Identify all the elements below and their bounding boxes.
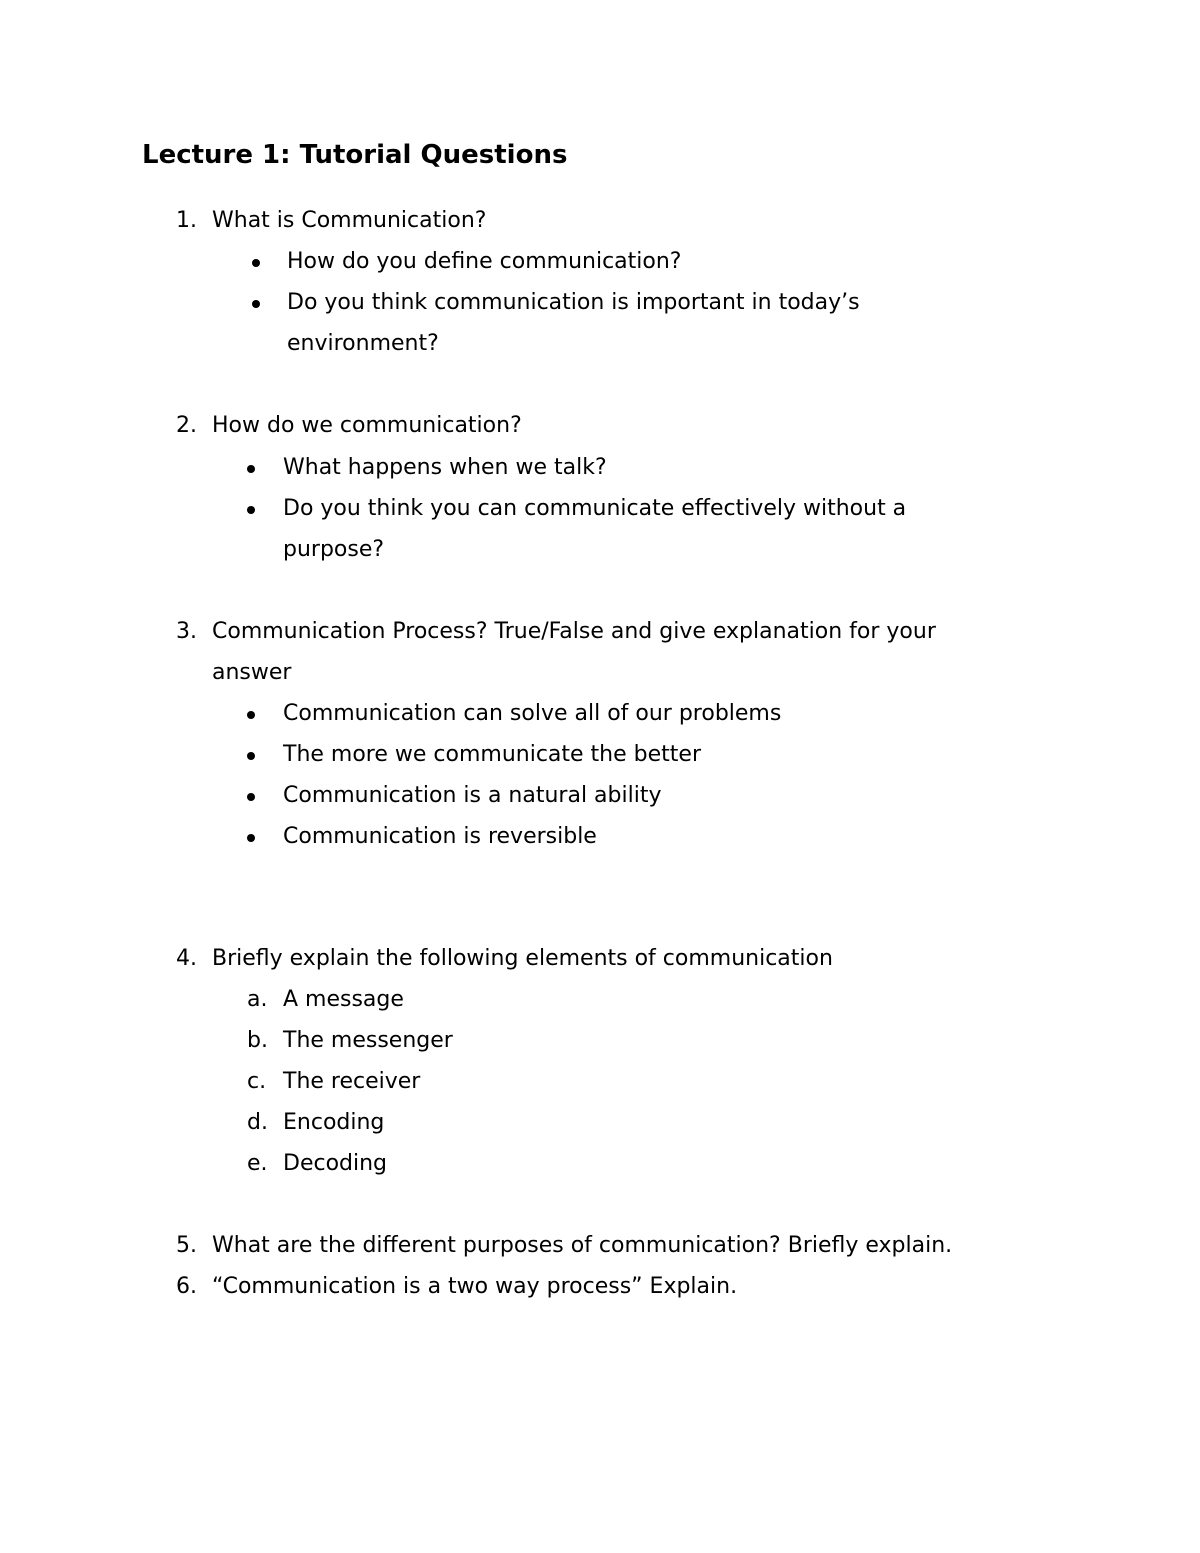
question-number: 5. [176, 1233, 197, 1258]
bullet-icon [247, 711, 255, 719]
question-number: 3. [176, 619, 197, 644]
item-letter: a. [247, 987, 268, 1012]
bullet-icon [247, 506, 255, 514]
bullet-text: Communication can solve all of our problems [283, 701, 782, 726]
bullet-text: environment? [287, 331, 439, 356]
question-text: Briefly explain the following elements of communication [212, 946, 833, 971]
question-number: 2. [176, 413, 197, 438]
item-text: The receiver [283, 1069, 421, 1094]
question-text: What is Communication? [212, 208, 487, 233]
bullet-text: purpose? [283, 537, 385, 562]
item-letter: b. [247, 1028, 268, 1053]
bullet-icon [252, 300, 260, 308]
bullet-text: What happens when we talk? [283, 455, 607, 480]
item-text: A message [283, 987, 404, 1012]
bullet-icon [252, 259, 260, 267]
bullet-icon [247, 793, 255, 801]
question-number: 1. [176, 208, 197, 233]
item-letter: c. [247, 1069, 267, 1094]
question-text: “Communication is a two way process” Explain. [212, 1274, 738, 1299]
bullet-icon [247, 465, 255, 473]
question-text: How do we communication? [212, 413, 522, 438]
bullet-text: The more we communicate the better [283, 742, 701, 767]
item-text: Encoding [283, 1110, 385, 1135]
question-text: Communication Process? True/False and give explanation for your [212, 619, 936, 644]
item-text: Decoding [283, 1151, 388, 1176]
page-title: Lecture 1: Tutorial Questions [142, 140, 568, 170]
bullet-icon [247, 834, 255, 842]
question-text: answer [212, 660, 292, 685]
question-number: 6. [176, 1274, 197, 1299]
bullet-icon [247, 752, 255, 760]
bullet-text: Do you think communication is important in today’s [287, 290, 860, 315]
bullet-text: Do you think you can communicate effectively without a [283, 496, 907, 521]
question-number: 4. [176, 946, 197, 971]
item-letter: d. [247, 1110, 268, 1135]
item-letter: e. [247, 1151, 268, 1176]
item-text: The messenger [283, 1028, 453, 1053]
bullet-text: How do you define communication? [287, 249, 682, 274]
bullet-text: Communication is a natural ability [283, 783, 662, 808]
question-text: What are the different purposes of communication? Briefly explain. [212, 1233, 953, 1258]
bullet-text: Communication is reversible [283, 824, 597, 849]
